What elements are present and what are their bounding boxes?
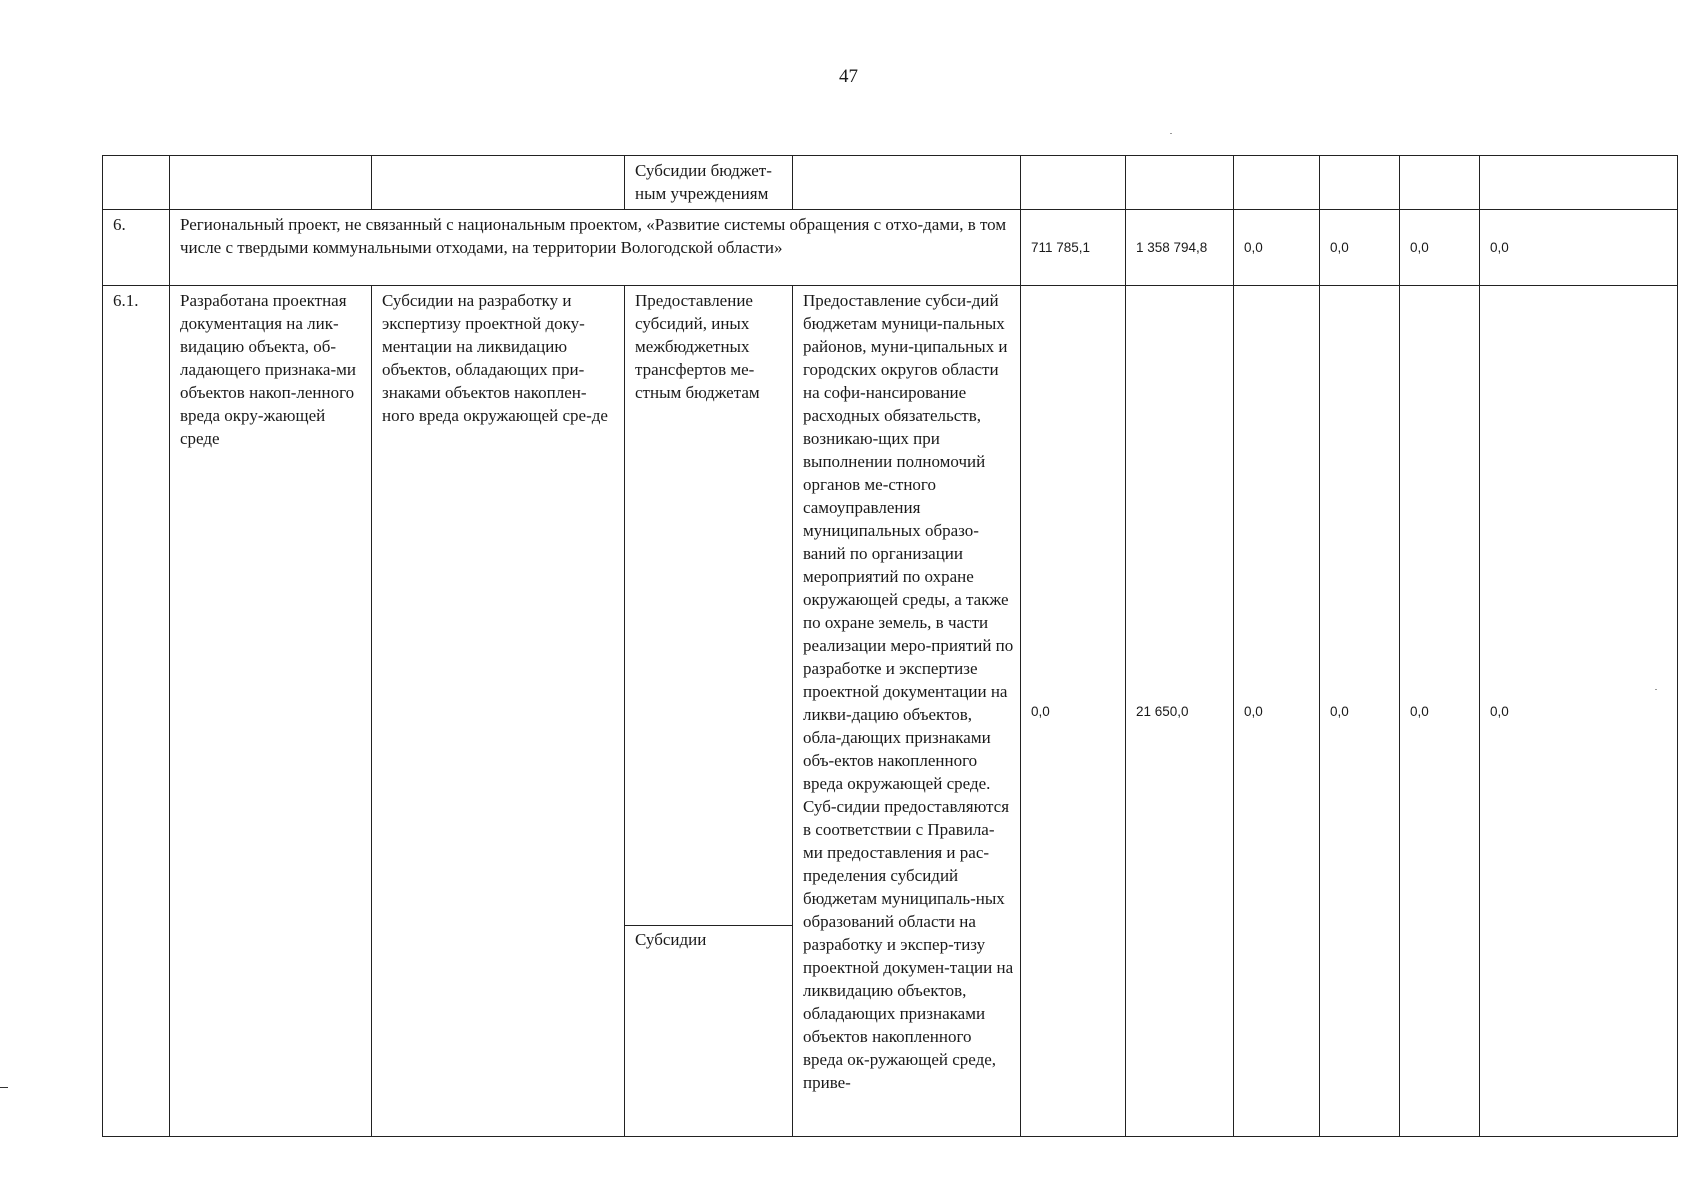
cell-value: [1126, 156, 1234, 210]
value: 711 785,1: [1031, 240, 1091, 255]
budget-table: [102, 155, 1678, 1137]
table-row-project: [103, 210, 1678, 286]
cell-mechanism: [625, 156, 793, 210]
cell-mechanism: [625, 286, 793, 926]
value: 0,0: [1410, 240, 1429, 255]
cell-value: [1234, 286, 1320, 1137]
cell-value: [1400, 156, 1480, 210]
scan-edge-mark: [0, 1087, 8, 1088]
cell-value: [1320, 286, 1400, 1137]
cell-num: [103, 286, 170, 1137]
cell-value: [1480, 286, 1678, 1137]
cell-mechanism: [625, 926, 793, 1137]
cell-value: [1021, 286, 1126, 1137]
value: 0,0: [1490, 240, 1509, 255]
value: 0,0: [1410, 703, 1429, 719]
table-row: [103, 156, 1678, 210]
cell-value: [1320, 210, 1400, 286]
cell-value: [1126, 210, 1234, 286]
cell-value: [1480, 210, 1678, 286]
cell-value: [1234, 210, 1320, 286]
scan-speck: [1655, 689, 1657, 690]
row-number: 6.: [113, 215, 126, 234]
value: 0,0: [1330, 703, 1349, 719]
cell-value: [1400, 210, 1480, 286]
table-row-item: [103, 286, 1678, 926]
value: 0,0: [1031, 703, 1050, 719]
cell-project-title: [170, 210, 1021, 286]
cell-description: [793, 286, 1021, 1137]
value: 0,0: [1244, 703, 1263, 719]
cell-value: [1400, 286, 1480, 1137]
value: 0,0: [1490, 703, 1509, 719]
result-text: Разработана проектная документация на лик-видацию объекта, об-ладающего признака-ми объектов накоп-ленного вреда окру-жающей среде: [180, 291, 356, 448]
scan-speck: [1170, 133, 1172, 134]
cell-result: [170, 286, 372, 1137]
project-title: Региональный проект, не связанный с национальным проектом, «Развитие системы обращения с отхо-дами, в том числе с твердыми коммунальными отходами, на территории Вологодской области»: [180, 215, 1007, 257]
measure-text: Субсидии на разработку и экспертизу проектной доку-ментации на ликвидацию объектов, обладающих при-знаками объектов накоплен-ного вреда окружающей сре-де: [382, 291, 608, 425]
mechanism-text: Субсидии: [635, 930, 707, 949]
cell-value: [1021, 210, 1126, 286]
mechanism-text: Субсидии бюджет-ным учреждениям: [635, 161, 772, 203]
cell-num: [103, 210, 170, 286]
value: 0,0: [1330, 240, 1349, 255]
cell-value: [1234, 156, 1320, 210]
cell-description: [793, 156, 1021, 210]
mechanism-text: Предоставление субсидий, иных межбюджетных трансфертов ме-стным бюджетам: [635, 291, 760, 402]
value: 0,0: [1244, 240, 1263, 255]
page-number: 47: [839, 66, 858, 87]
cell-value: [1480, 156, 1678, 210]
cell-result: [170, 156, 372, 210]
cell-value: [1021, 156, 1126, 210]
cell-num: [103, 156, 170, 210]
cell-measure: [372, 286, 625, 1137]
value: 21 650,0: [1136, 703, 1189, 719]
value: 1 358 794,8: [1136, 240, 1208, 255]
cell-value: [1320, 156, 1400, 210]
row-number: 6.1.: [113, 291, 139, 310]
description-text: Предоставление субси-дий бюджетам муници-пальных районов, муни-ципальных и городских округов области на софи-нансирование расходных обязательств, возникаю-щих при выполнении полномочий органов ме-стного самоуправления муниципальных образо-ваний по организации мероприятий по охране окружающей среды, а также по охране земель, в части реализации меро-приятий по разработке и экспертизе проектной документации на ликви-дацию объектов, обла-дающих признаками объ-ектов накопленного вреда окружающей среде. Суб-сидии предоставляются в соответствии с Правила-ми предоставления и рас-пределения субсидий бюджетам муниципаль-ных образований области на разработку и экспер-тизу проектной докумен-тации на ликвидацию объектов, обладающих признаками объектов накопленного вреда ок-ружающей среде, приве-: [803, 291, 1014, 1092]
cell-measure: [372, 156, 625, 210]
cell-value: [1126, 286, 1234, 1137]
